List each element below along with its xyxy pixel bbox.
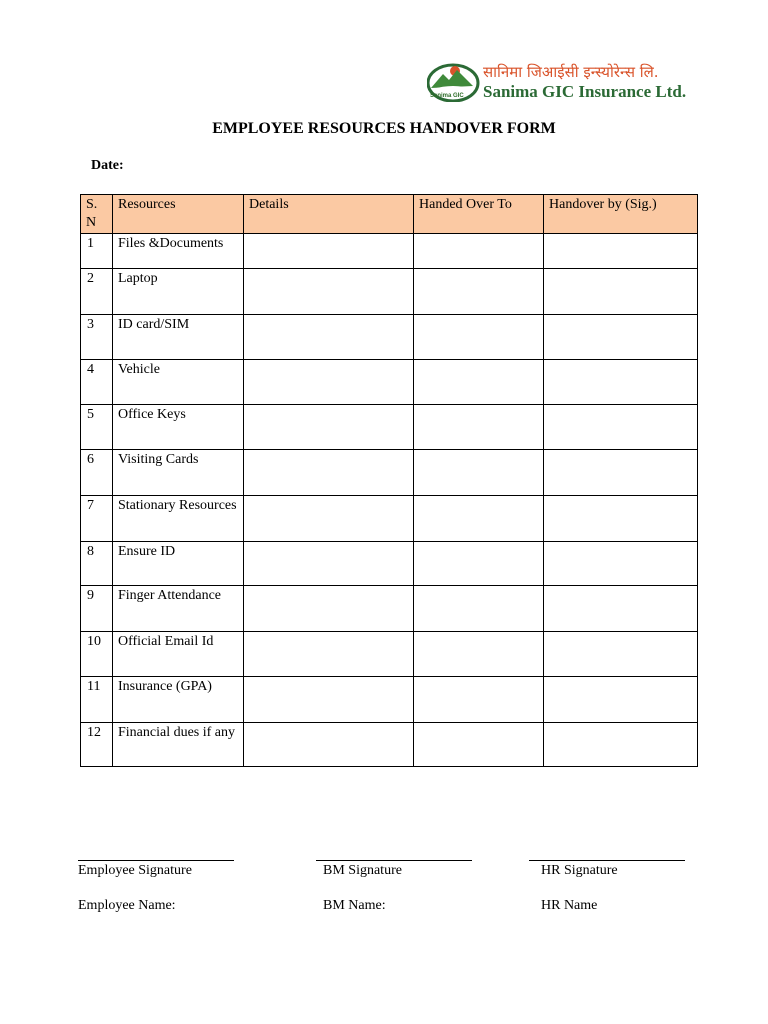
row-handed-over-to-cell[interactable] — [414, 723, 544, 767]
row-resource: Visiting Cards — [113, 450, 244, 496]
table-row — [81, 360, 698, 405]
row-handed-over-to-cell[interactable] — [414, 450, 544, 496]
row-handover-by-cell[interactable] — [544, 723, 698, 767]
row-details-cell[interactable] — [244, 450, 414, 496]
table-header-row — [81, 195, 698, 234]
logo-company-name: Sanima GIC Insurance Ltd. — [483, 82, 687, 101]
row-handed-over-to-cell[interactable] — [414, 234, 544, 269]
row-details-cell[interactable] — [244, 496, 414, 542]
row-sn: 6 — [81, 450, 113, 496]
employee-signature-label: Employee Signature — [78, 863, 192, 878]
hr-name-label: HR Name — [541, 898, 598, 913]
table-row — [81, 269, 698, 315]
row-resource: Ensure ID — [113, 542, 244, 586]
row-handed-over-to-cell[interactable] — [414, 269, 544, 315]
row-resource: Stationary Resources — [113, 496, 244, 542]
company-logo — [427, 62, 687, 104]
row-handover-by-cell[interactable] — [544, 315, 698, 360]
row-resource: Insurance (GPA) — [113, 677, 244, 723]
row-handover-by-cell[interactable] — [544, 542, 698, 586]
row-handover-by-cell[interactable] — [544, 450, 698, 496]
row-details-cell[interactable] — [244, 677, 414, 723]
row-handed-over-to-cell[interactable] — [414, 632, 544, 677]
row-handover-by-cell[interactable] — [544, 496, 698, 542]
row-details-cell[interactable] — [244, 542, 414, 586]
row-handover-by-cell[interactable] — [544, 586, 698, 632]
row-handed-over-to-cell[interactable] — [414, 677, 544, 723]
row-resource: ID card/SIM — [113, 315, 244, 360]
bm-name-label: BM Name: — [323, 898, 386, 913]
row-details-cell[interactable] — [244, 405, 414, 450]
row-sn: 11 — [81, 677, 113, 723]
row-handover-by-cell[interactable] — [544, 677, 698, 723]
signature-line — [78, 860, 234, 861]
row-handed-over-to-cell[interactable] — [414, 496, 544, 542]
row-sn: 3 — [81, 315, 113, 360]
row-handover-by-cell[interactable] — [544, 269, 698, 315]
row-handover-by-cell[interactable] — [544, 234, 698, 269]
row-details-cell[interactable] — [244, 315, 414, 360]
employee-name-label: Employee Name: — [78, 898, 176, 913]
row-sn: 8 — [81, 542, 113, 586]
row-sn: 1 — [81, 234, 113, 269]
table-row — [81, 315, 698, 360]
header-details: Details — [244, 195, 414, 234]
date-label: Date: — [91, 158, 124, 173]
row-handover-by-cell[interactable] — [544, 632, 698, 677]
logo-tagline: Sanima GIC — [430, 93, 464, 99]
employee-signature-block — [78, 860, 234, 913]
row-details-cell[interactable] — [244, 269, 414, 315]
row-resource: Laptop — [113, 269, 244, 315]
row-details-cell[interactable] — [244, 632, 414, 677]
table-row — [81, 723, 698, 767]
row-details-cell[interactable] — [244, 586, 414, 632]
bm-signature-block — [316, 860, 472, 913]
table-row — [81, 496, 698, 542]
row-details-cell[interactable] — [244, 234, 414, 269]
row-sn: 12 — [81, 723, 113, 767]
row-handed-over-to-cell[interactable] — [414, 315, 544, 360]
row-sn: 2 — [81, 269, 113, 315]
row-resource: Vehicle — [113, 360, 244, 405]
row-handover-by-cell[interactable] — [544, 405, 698, 450]
row-resource: Office Keys — [113, 405, 244, 450]
row-sn: 5 — [81, 405, 113, 450]
row-resource: Files &Documents — [113, 234, 244, 269]
header-resources: Resources — [113, 195, 244, 234]
header-handover-by: Handover by (Sig.) — [544, 195, 698, 234]
table-row — [81, 405, 698, 450]
signature-line — [316, 860, 472, 861]
table-row — [81, 632, 698, 677]
row-resource: Finger Attendance — [113, 586, 244, 632]
header-sn: S. N — [81, 195, 113, 234]
logo-nepali-text: सानिमा जिआईसी इन्स्योरेन्स लि. — [483, 63, 659, 81]
table-row — [81, 586, 698, 632]
row-handed-over-to-cell[interactable] — [414, 542, 544, 586]
row-details-cell[interactable] — [244, 360, 414, 405]
hr-signature-label: HR Signature — [541, 863, 618, 878]
row-sn: 7 — [81, 496, 113, 542]
row-handed-over-to-cell[interactable] — [414, 405, 544, 450]
row-handed-over-to-cell[interactable] — [414, 360, 544, 405]
table-row — [81, 542, 698, 586]
row-sn: 10 — [81, 632, 113, 677]
row-details-cell[interactable] — [244, 723, 414, 767]
hr-signature-block — [529, 860, 685, 913]
bm-signature-label: BM Signature — [323, 863, 402, 878]
row-handed-over-to-cell[interactable] — [414, 586, 544, 632]
row-handover-by-cell[interactable] — [544, 360, 698, 405]
form-title: EMPLOYEE RESOURCES HANDOVER FORM — [212, 120, 556, 137]
handover-table — [80, 194, 698, 767]
signature-line — [529, 860, 685, 861]
table-row — [81, 450, 698, 496]
header-handed-over-to: Handed Over To — [414, 195, 544, 234]
table-row — [81, 234, 698, 269]
row-sn: 9 — [81, 586, 113, 632]
row-resource: Financial dues if any — [113, 723, 244, 767]
table-row — [81, 677, 698, 723]
row-sn: 4 — [81, 360, 113, 405]
row-resource: Official Email Id — [113, 632, 244, 677]
